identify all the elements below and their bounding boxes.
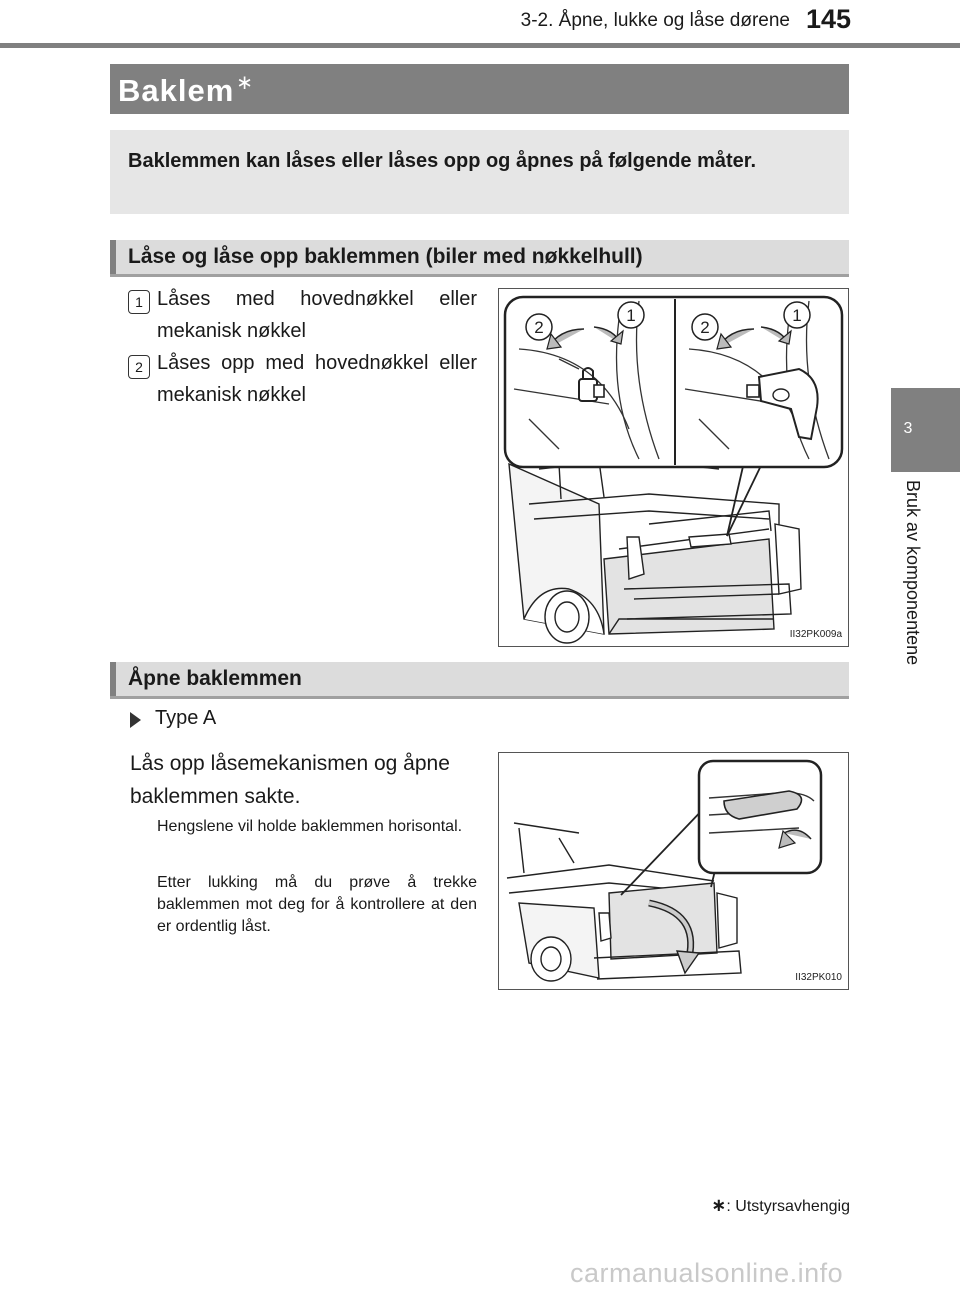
chapter-title: Bruk av komponentene <box>903 480 923 666</box>
intro-text: Baklemmen kan låses eller låses opp og åpnes på følgende måter. <box>128 150 757 172</box>
tailgate-open-figure <box>498 752 849 990</box>
footnote <box>640 1195 850 1216</box>
tailgate-open-illustration <box>499 753 848 989</box>
section-title <box>118 70 254 109</box>
lock-section-heading-text: Låse og låse opp baklemmen (biler med nøkkelhull) <box>128 245 643 268</box>
heading-stripe <box>110 240 116 274</box>
callout-label: 1 <box>626 306 636 325</box>
heading-stripe <box>110 662 116 696</box>
note-1: Hengslene vil holde baklemmen horisontal. <box>157 818 463 835</box>
callout-label: 2 <box>534 318 544 337</box>
open-section-heading <box>110 662 849 699</box>
note-2: Etter lukking må du prøve å trekke baklemmen mot deg for å kontrollere at den er ordentlig låst. <box>157 874 477 935</box>
equipment-dependent-marker: ∗ <box>236 72 255 94</box>
chapter-number: 3 <box>903 420 913 437</box>
footnote-marker: ∗ <box>711 1195 727 1215</box>
callout-label: 2 <box>700 318 710 337</box>
open-instruction: Lås opp låsemekanismen og åpne baklemmen sakte. <box>130 752 450 808</box>
section-title-label: Baklem <box>118 73 235 108</box>
bullet-arrow-icon <box>130 712 141 728</box>
watermark: carmanualsonline.info <box>570 1258 844 1288</box>
item-text-2: Låses opp med hovednøkkel eller mekanisk nøkkel <box>157 352 477 406</box>
running-head: 3-2. Åpne, lukke og låse dørene <box>520 10 790 31</box>
tailgate-lock-figure <box>498 288 849 647</box>
lock-section-heading <box>110 240 849 277</box>
item-text-1: Låses med hovednøkkel eller mekanisk nøkkel <box>157 288 477 342</box>
figure-code: II32PK009a <box>789 629 842 640</box>
item-number-1: 1 <box>128 290 150 314</box>
header-rule <box>0 43 960 48</box>
figure-code: II32PK010 <box>795 972 842 983</box>
type-label: Type A <box>155 707 217 729</box>
callout-label: 1 <box>792 306 802 325</box>
page-number: 145 <box>806 4 852 34</box>
open-section-heading-text: Åpne baklemmen <box>128 667 302 690</box>
tailgate-lock-illustration <box>499 289 848 646</box>
footnote-text: : Utstyrsavhengig <box>726 1198 850 1215</box>
item-number-2: 2 <box>128 355 150 379</box>
